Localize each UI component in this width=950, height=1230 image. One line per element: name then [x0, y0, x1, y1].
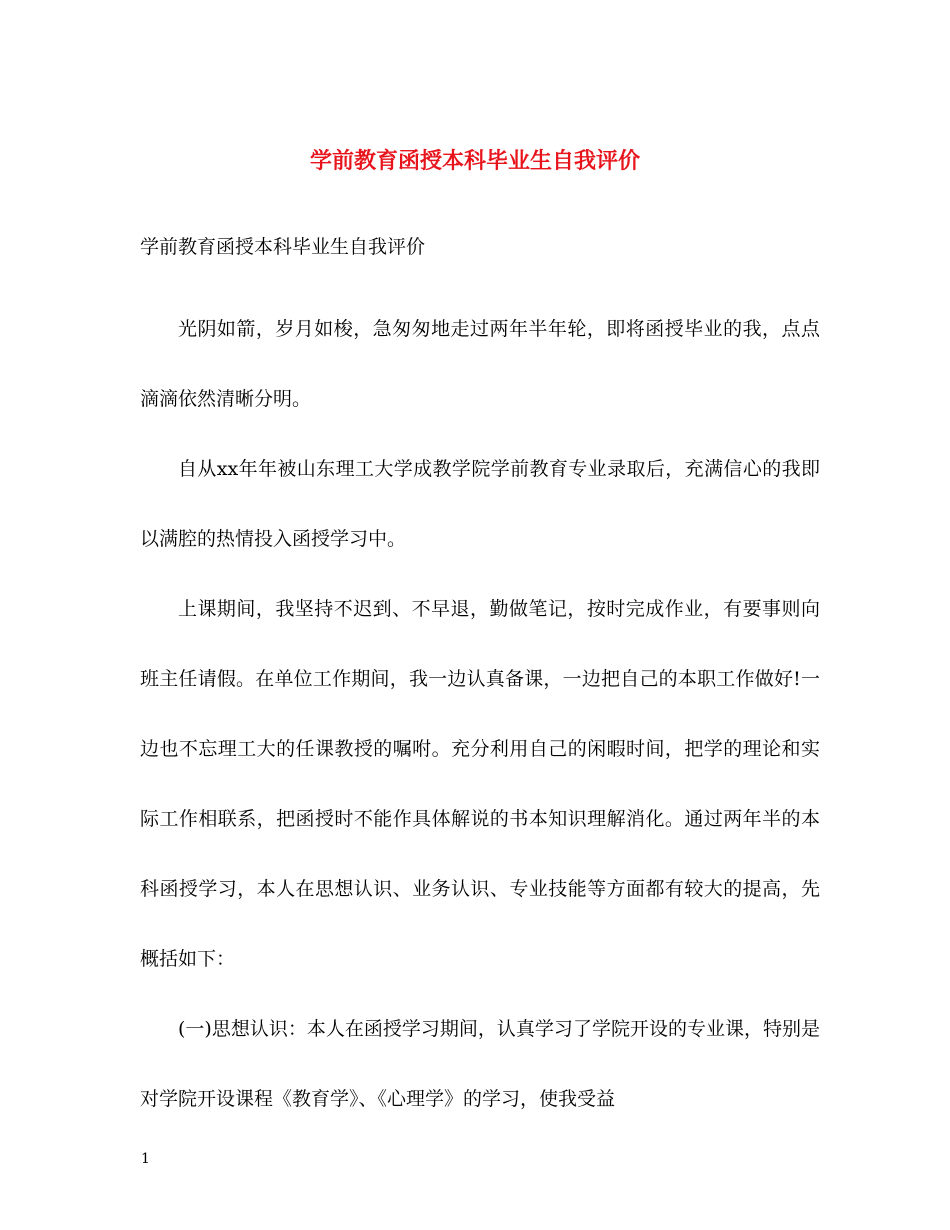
page-number: 1: [141, 1151, 150, 1167]
document-subtitle: 学前教育函授本科毕业生自我评价: [140, 236, 426, 258]
paragraph: 光阴如箭，岁月如梭，急匆匆地走过两年半年轮，即将函授毕业的我，点点滴滴依然清晰分明。: [140, 318, 820, 410]
paragraph: 自从xx年年被山东理工大学成教学院学前教育专业录取后，充满信心的我即以满腔的热情投入函授学习中。: [140, 458, 820, 550]
paragraph: 上课期间，我坚持不迟到、不早退，勤做笔记，按时完成作业，有要事则向班主任请假。在单位工作期间，我一边认真备课，一边把自己的本职工作做好!一边也不忘理工大的任课教授的嘱咐。充分利用自己的闲暇时间，把学的理论和实际工作相联系，把函授时不能作具体解说的书本知识理解消化。通过两年半的本科函授学习，本人在思想认识、业务认识、专业技能等方面都有较大的提高，先概括如下：: [140, 598, 820, 970]
document-title: 学前教育函授本科毕业生自我评价: [309, 148, 640, 174]
document-body: [140, 294, 820, 1134]
paragraph: (一)思想认识：本人在函授学习期间，认真学习了学院开设的专业课，特别是对学院开设课程《教育学》、《心理学》的学习，使我受益: [140, 1018, 820, 1110]
